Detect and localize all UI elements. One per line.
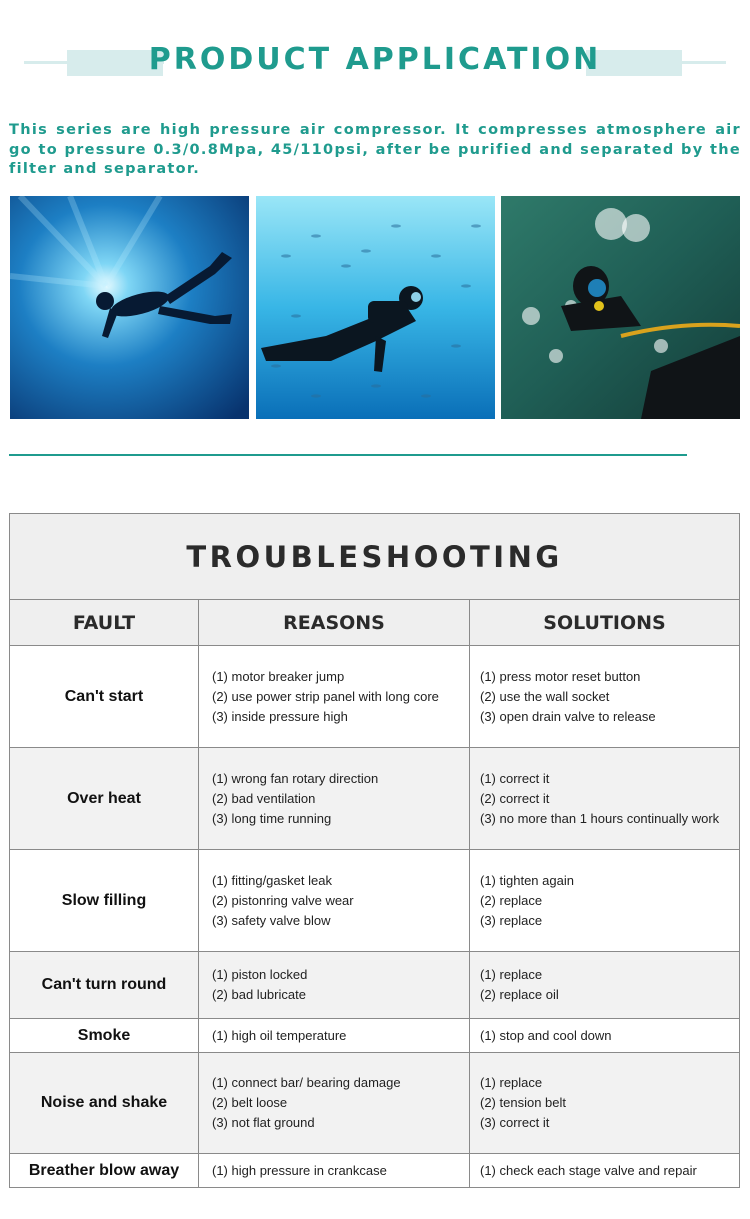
solution-line: (2) replace	[480, 892, 543, 908]
table-row	[10, 952, 740, 1019]
solutions-cell	[470, 850, 740, 952]
solutions-cell	[470, 1154, 740, 1188]
reasons-cell	[199, 646, 470, 748]
fault-cell: Can't start	[10, 646, 199, 748]
table-row	[10, 1019, 740, 1053]
solution-line: (1) correct it	[480, 770, 550, 786]
intro-paragraph: This series are high pressure air compressor. It compresses atmosphere air go to pressure 0.3/0.8Mpa, 45/110psi, after be purified and separated by the filter and separator.	[9, 122, 741, 177]
solution-line: (2) use the wall socket	[480, 688, 610, 704]
table-row	[10, 850, 740, 952]
column-header-solutions: SOLUTIONS	[470, 600, 740, 646]
reason-line: (1) wrong fan rotary direction	[212, 770, 379, 786]
troubleshooting-table	[9, 513, 740, 1188]
table-row	[10, 1154, 740, 1188]
fault-cell: Breather blow away	[10, 1154, 199, 1188]
reason-line: (1) connect bar/ bearing damage	[212, 1075, 401, 1090]
reason-line: (2) pistonring valve wear	[212, 892, 354, 908]
fault-cell: Smoke	[10, 1019, 199, 1053]
reasons-cell	[199, 1019, 470, 1053]
page-title: PRODUCT APPLICATION	[148, 42, 602, 77]
diver-at-water-surface-photo	[501, 196, 740, 419]
reasons-cell	[199, 748, 470, 850]
table-row	[10, 1053, 740, 1154]
reason-line: (3) not flat ground	[212, 1115, 315, 1130]
section-divider	[9, 454, 687, 456]
reasons-cell	[199, 1154, 470, 1188]
solution-line: (2) replace oil	[480, 987, 559, 1002]
reasons-cell	[199, 1053, 470, 1154]
table-row	[10, 646, 740, 748]
reason-line: (3) inside pressure high	[212, 708, 348, 724]
diver-with-fish-school-photo	[256, 196, 495, 419]
column-header-reasons: REASONS	[199, 600, 470, 646]
reason-line: (2) belt loose	[212, 1095, 288, 1110]
solution-line: (1) tighten again	[480, 872, 574, 888]
solution-line: (1) check each stage valve and repair	[480, 1162, 697, 1178]
fault-cell: Slow filling	[10, 850, 199, 952]
fault-cell: Over heat	[10, 748, 199, 850]
solution-line: (3) open drain valve to release	[480, 708, 656, 724]
reason-line: (2) bad lubricate	[212, 987, 306, 1002]
reason-line: (1) piston locked	[212, 967, 308, 982]
solution-line: (3) no more than 1 hours continually work	[480, 810, 720, 826]
solution-line: (1) replace	[480, 1075, 543, 1090]
reason-line: (3) long time running	[212, 810, 332, 826]
fault-cell: Can't turn round	[10, 952, 199, 1019]
reason-line: (1) high oil temperature	[212, 1027, 347, 1043]
solutions-cell	[470, 952, 740, 1019]
column-header-fault: FAULT	[10, 600, 199, 646]
reason-line: (1) fitting/gasket leak	[212, 872, 332, 888]
reason-line: (2) use power strip panel with long core	[212, 688, 439, 704]
solution-line: (1) stop and cool down	[480, 1027, 612, 1043]
reason-line: (2) bad ventilation	[212, 790, 316, 806]
solution-line: (1) press motor reset button	[480, 668, 641, 684]
solutions-cell	[470, 1053, 740, 1154]
section-header	[0, 0, 750, 110]
reason-line: (3) safety valve blow	[212, 912, 331, 928]
diver-silhouette-underwater-photo	[10, 196, 249, 419]
solution-line: (3) replace	[480, 912, 543, 928]
fault-cell: Noise and shake	[10, 1053, 199, 1154]
solutions-cell	[470, 1019, 740, 1053]
reasons-cell	[199, 850, 470, 952]
solution-line: (2) tension belt	[480, 1095, 566, 1110]
solution-line: (3) correct it	[480, 1115, 550, 1130]
reason-line: (1) motor breaker jump	[212, 668, 345, 684]
table-row	[10, 748, 740, 850]
table-title: TROUBLESHOOTING	[10, 514, 740, 600]
solutions-cell	[470, 646, 740, 748]
solutions-cell	[470, 748, 740, 850]
reason-line: (1) high pressure in crankcase	[212, 1162, 387, 1178]
solution-line: (1) replace	[480, 967, 543, 982]
solution-line: (2) correct it	[480, 790, 550, 806]
reasons-cell	[199, 952, 470, 1019]
